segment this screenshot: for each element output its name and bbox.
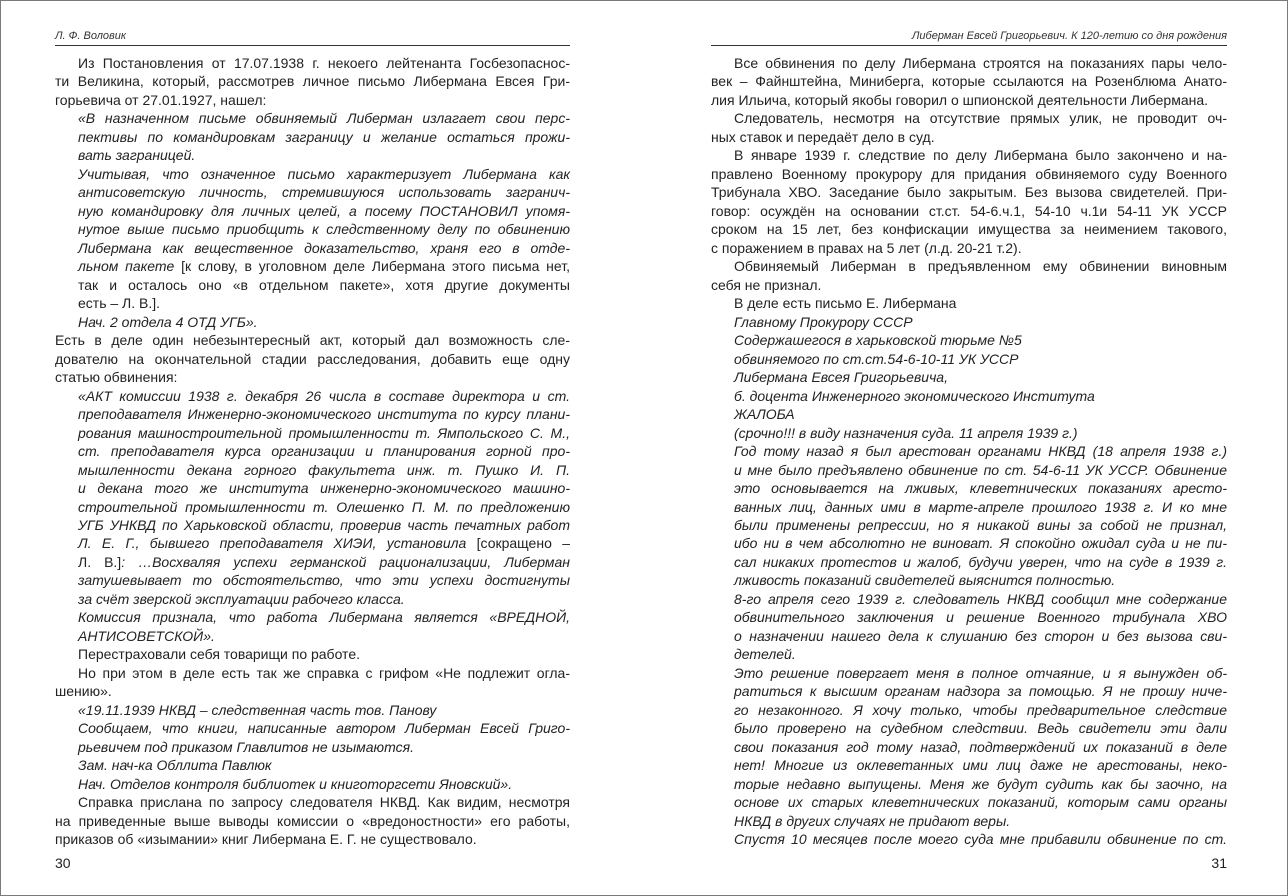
- text-line: себя не признал.: [711, 276, 822, 293]
- text-line: ЖАЛОБА: [734, 406, 795, 423]
- text-line: (срочно!!! в виду назначения суда. 11 апреля 1939 г.): [734, 424, 1078, 441]
- text-line: НКВД в других случаях не придают веры.: [734, 812, 1011, 829]
- text-line: 8-го апреля сего 1939 г. следователь НКВД сообщил мне содержание: [734, 590, 1227, 607]
- text-line: го незаконного. Я хочу только, чтобы предварительное следствие: [734, 701, 1227, 718]
- text-line: и мне было предъявлено обвинение по ст. 54-6-11 УК УССР. Обвинение: [734, 461, 1227, 478]
- text-line: о назначении нашего дела к слушанию без сторон и без вызова сви-: [734, 627, 1227, 644]
- header-rule: [711, 45, 1227, 46]
- text-line: «19.11.1939 НКВД – следственная часть тов. Панову: [78, 701, 437, 718]
- text-line: Нач. Отделов контроля библиотек и книготоргсети Яновский».: [78, 775, 513, 792]
- text-line: ти Великина, который, рассмотрев личное письмо Либермана Евсея Гри-: [55, 73, 570, 90]
- text-line: строительной промышленности т. Олешенко П. М. по предложению: [78, 498, 570, 515]
- text-line: нет! Многие из оклеветанных ими лиц даже не арестованы, неко-: [734, 757, 1227, 774]
- text-line: основе их старых клеветнических показаний, которым сами органы: [734, 794, 1227, 811]
- text-line: есть – Л. В.].: [78, 295, 161, 312]
- text-line: ибо ни в чем абсолютно не виноват. Я спокойно ожидал суда и не пи-: [734, 535, 1227, 552]
- page-right: [711, 0, 1227, 896]
- text-line: так и осталось оно «в отдельном пакете», хотя другие документы: [78, 276, 570, 293]
- text-line: лживость показаний свидетелей выяснится полностью.: [734, 572, 1116, 589]
- text-line: Сообщаем, что книги, написанные автором Либерман Евсей Григо-: [78, 720, 570, 737]
- text-line: мышленности декана горного факультета инж. т. Пушко И. П.: [78, 461, 570, 478]
- text-line: правлено Военному прокурору для придания обвиняемого суду Военного: [711, 165, 1227, 182]
- text-line: Комиссия признала, что работа Либермана является «ВРЕДНОЙ,: [78, 609, 570, 626]
- text-line: Либермана как вещественное доказательство, храня его в отде-: [78, 239, 570, 256]
- text-line: ратиться к высшим органам надзора за помощью. Я не прошу ниче-: [734, 683, 1227, 700]
- text-line: ванных лиц, данных ими в марте-апреле прошлого 1938 г. И ко мне: [734, 498, 1227, 515]
- text-line: УГБ УНКВД по Харьковской области, проверив часть печатных работ: [78, 517, 570, 533]
- text-line: это основывается на лживых, клеветнических показаниях аресто-: [734, 480, 1227, 497]
- text-line: ную командировку для личных целей, а посему ПОСТАНОВИЛ упомя-: [78, 202, 570, 219]
- text-line: Главному Прокурору СССР: [734, 313, 913, 330]
- text-line: ных ставок и передаёт дело в суд.: [711, 128, 935, 145]
- text-segment: : …Восхваляя успехи германской рационализации, Либерман: [121, 553, 570, 570]
- text-line: [78, 553, 570, 571]
- text-line: [78, 257, 570, 275]
- text-line: Но при этом в деле есть так же справка с грифом «Не подлежит огла-: [78, 664, 570, 681]
- text-line: Следователь, несмотря на отсутствие прямых улик, не проводит оч-: [734, 110, 1227, 127]
- text-line: Перестраховали себя товарищи по работе.: [78, 646, 360, 663]
- text-line: пективы по командировкам заграницу и желание остаться прожи-: [78, 128, 570, 145]
- text-line: нутое выше письмо приобщить к следственному делу по обвинению: [78, 221, 570, 238]
- text-line: Есть в деле один небезынтересный акт, который дал возможность сле-: [55, 332, 570, 349]
- text-line: антисоветскую личность, стремившуюся использовать загранич-: [78, 184, 570, 201]
- header-rule: [55, 45, 570, 46]
- text-line: и декана того же института инженерно-экономического машино-: [78, 480, 570, 497]
- text-segment: Л. Е. Г., бывшего преподавателя ХИЭИ, установила: [78, 535, 477, 552]
- text-line: Зам. нач-ка Обллита Павлюк: [78, 757, 272, 774]
- text-line: дователю на окончательной стадии расследования, добавить еще одну: [55, 350, 570, 367]
- text-line: затушевывает то обстоятельство, что эти успехи достигнуты: [78, 572, 570, 589]
- text-line: «В назначенном письме обвиняемый Либерман излагает свои перс-: [78, 110, 570, 127]
- text-line: Учитывая, что означенное письмо характеризует Либермана как: [78, 165, 570, 182]
- text-line: Год тому назад я был арестован органами НКВД (18 апреля 1938 г.): [734, 443, 1227, 460]
- text-line: обвинительного заключения и решение Военного трибунала ХВО: [734, 609, 1227, 626]
- text-line: В деле есть письмо Е. Либермана: [734, 295, 957, 312]
- running-header: Либерман Евсей Григорьевич. К 120-летию со дня рождения: [911, 30, 1227, 42]
- text-line: были применены репрессии, но я никакой вины за собой не признал,: [734, 517, 1227, 533]
- text-line: Спустя 10 месяцев после моего суда мне прибавили обвинение по ст.: [734, 831, 1227, 848]
- text-line: Трибунала ХВО. Заседание было закрытым. Без вызова свидетелей. При-: [711, 184, 1227, 201]
- text-line: [78, 534, 570, 552]
- text-line: преподавателя Инженерно-экономического института по курсу плани-: [78, 406, 570, 423]
- text-line: было проверено на судебном следствии. Ведь свидетели эти дали: [734, 720, 1227, 737]
- text-line: Содержашегося в харьковской тюрьме №5: [734, 332, 1022, 349]
- text-segment: [сокращено –: [476, 535, 571, 552]
- text-line: за счёт зверской эксплуатации рабочего класса.: [78, 590, 405, 607]
- page-number: 30: [55, 855, 71, 871]
- text-line: свои показания год тому назад, подтверждений их показаний в деле: [734, 738, 1227, 755]
- text-line: Либермана Евсея Григорьевича,: [734, 369, 948, 386]
- text-line: Обвиняемый Либерман в предъявленном ему обвинении виновным: [734, 258, 1227, 275]
- text-line: б. доцента Инженерного экономического Института: [734, 387, 1095, 404]
- text-line: век – Файнштейна, Миниберга, которые ссылаются на Розенблюма Анато-: [711, 73, 1227, 90]
- text-segment: Л. В.]: [78, 553, 122, 570]
- text-line: рьевичем под приказом Главлитов не изымаются.: [78, 738, 414, 755]
- text-line: Это решение повергает меня в полное отчаяние, и я вынужден об-: [734, 664, 1227, 681]
- text-line: Нач. 2 отдела 4 ОТД УГБ».: [78, 313, 258, 330]
- text-line: говор: осуждён на основании ст.ст. 54-6.ч.1, 54-10 ч.1и 54-11 УК УССР: [711, 202, 1227, 219]
- text-line: Все обвинения по делу Либермана строятся на показаниях пары чело-: [734, 55, 1227, 71]
- text-line: Справка прислана по запросу следователя НКВД. Как видим, несмотря: [78, 794, 570, 811]
- text-line: торые недавно выпущены. Меня же будут судить как бы заочно, на: [734, 775, 1227, 792]
- text-line: В январе 1939 г. следствие по делу Либермана было закончено и на-: [734, 147, 1227, 164]
- text-line: АНТИСОВЕТСКОЙ».: [78, 627, 215, 644]
- text-line: лия Ильича, который якобы говорил о шпионской деятельности Либермана.: [711, 91, 1209, 108]
- text-line: вать заграницей.: [78, 147, 196, 164]
- page-number: 31: [1211, 855, 1227, 871]
- text-line: обвиняемого по ст.ст.54-6-10-11 УК УССР: [734, 350, 1019, 367]
- text-segment: льном пакете: [78, 258, 182, 275]
- text-line: с поражением в правах на 5 лет (л.д. 20-21 т.2).: [711, 239, 1022, 256]
- running-header: Л. Ф. Воловик: [55, 30, 127, 42]
- text-line: статью обвинения:: [55, 369, 178, 386]
- text-line: приказов об «изымании» книг Либермана Е. Г. не существовало.: [55, 831, 477, 848]
- text-line: рования машностроительной промышленности т. Ямпольского С. М.,: [78, 424, 570, 441]
- text-line: ст. преподавателя курса организации и планирования горной про-: [78, 443, 570, 460]
- text-line: шению».: [55, 683, 112, 700]
- text-line: сал никаких протестов и жалоб, будучи уверен, что на суде в 1939 г.: [734, 553, 1227, 570]
- text-line: на приведенные выше выводы комиссии о «вредоностности» его работы,: [55, 812, 570, 829]
- text-line: сроком на 15 лет, без конфискации имущества за неимением такового,: [711, 221, 1227, 238]
- text-segment: [к слову, в уголовном деле Либермана этого письма нет,: [181, 258, 570, 275]
- text-line: «АКТ комиссии 1938 г. декабря 26 числа в составе директора и ст.: [78, 387, 570, 404]
- text-line: горьевича от 27.01.1927, нашел:: [55, 91, 267, 108]
- text-line: Из Постановления от 17.07.1938 г. некоего лейтенанта Госбезопаснос-: [78, 55, 570, 71]
- page-left: [55, 0, 570, 896]
- text-line: детелей.: [734, 646, 796, 663]
